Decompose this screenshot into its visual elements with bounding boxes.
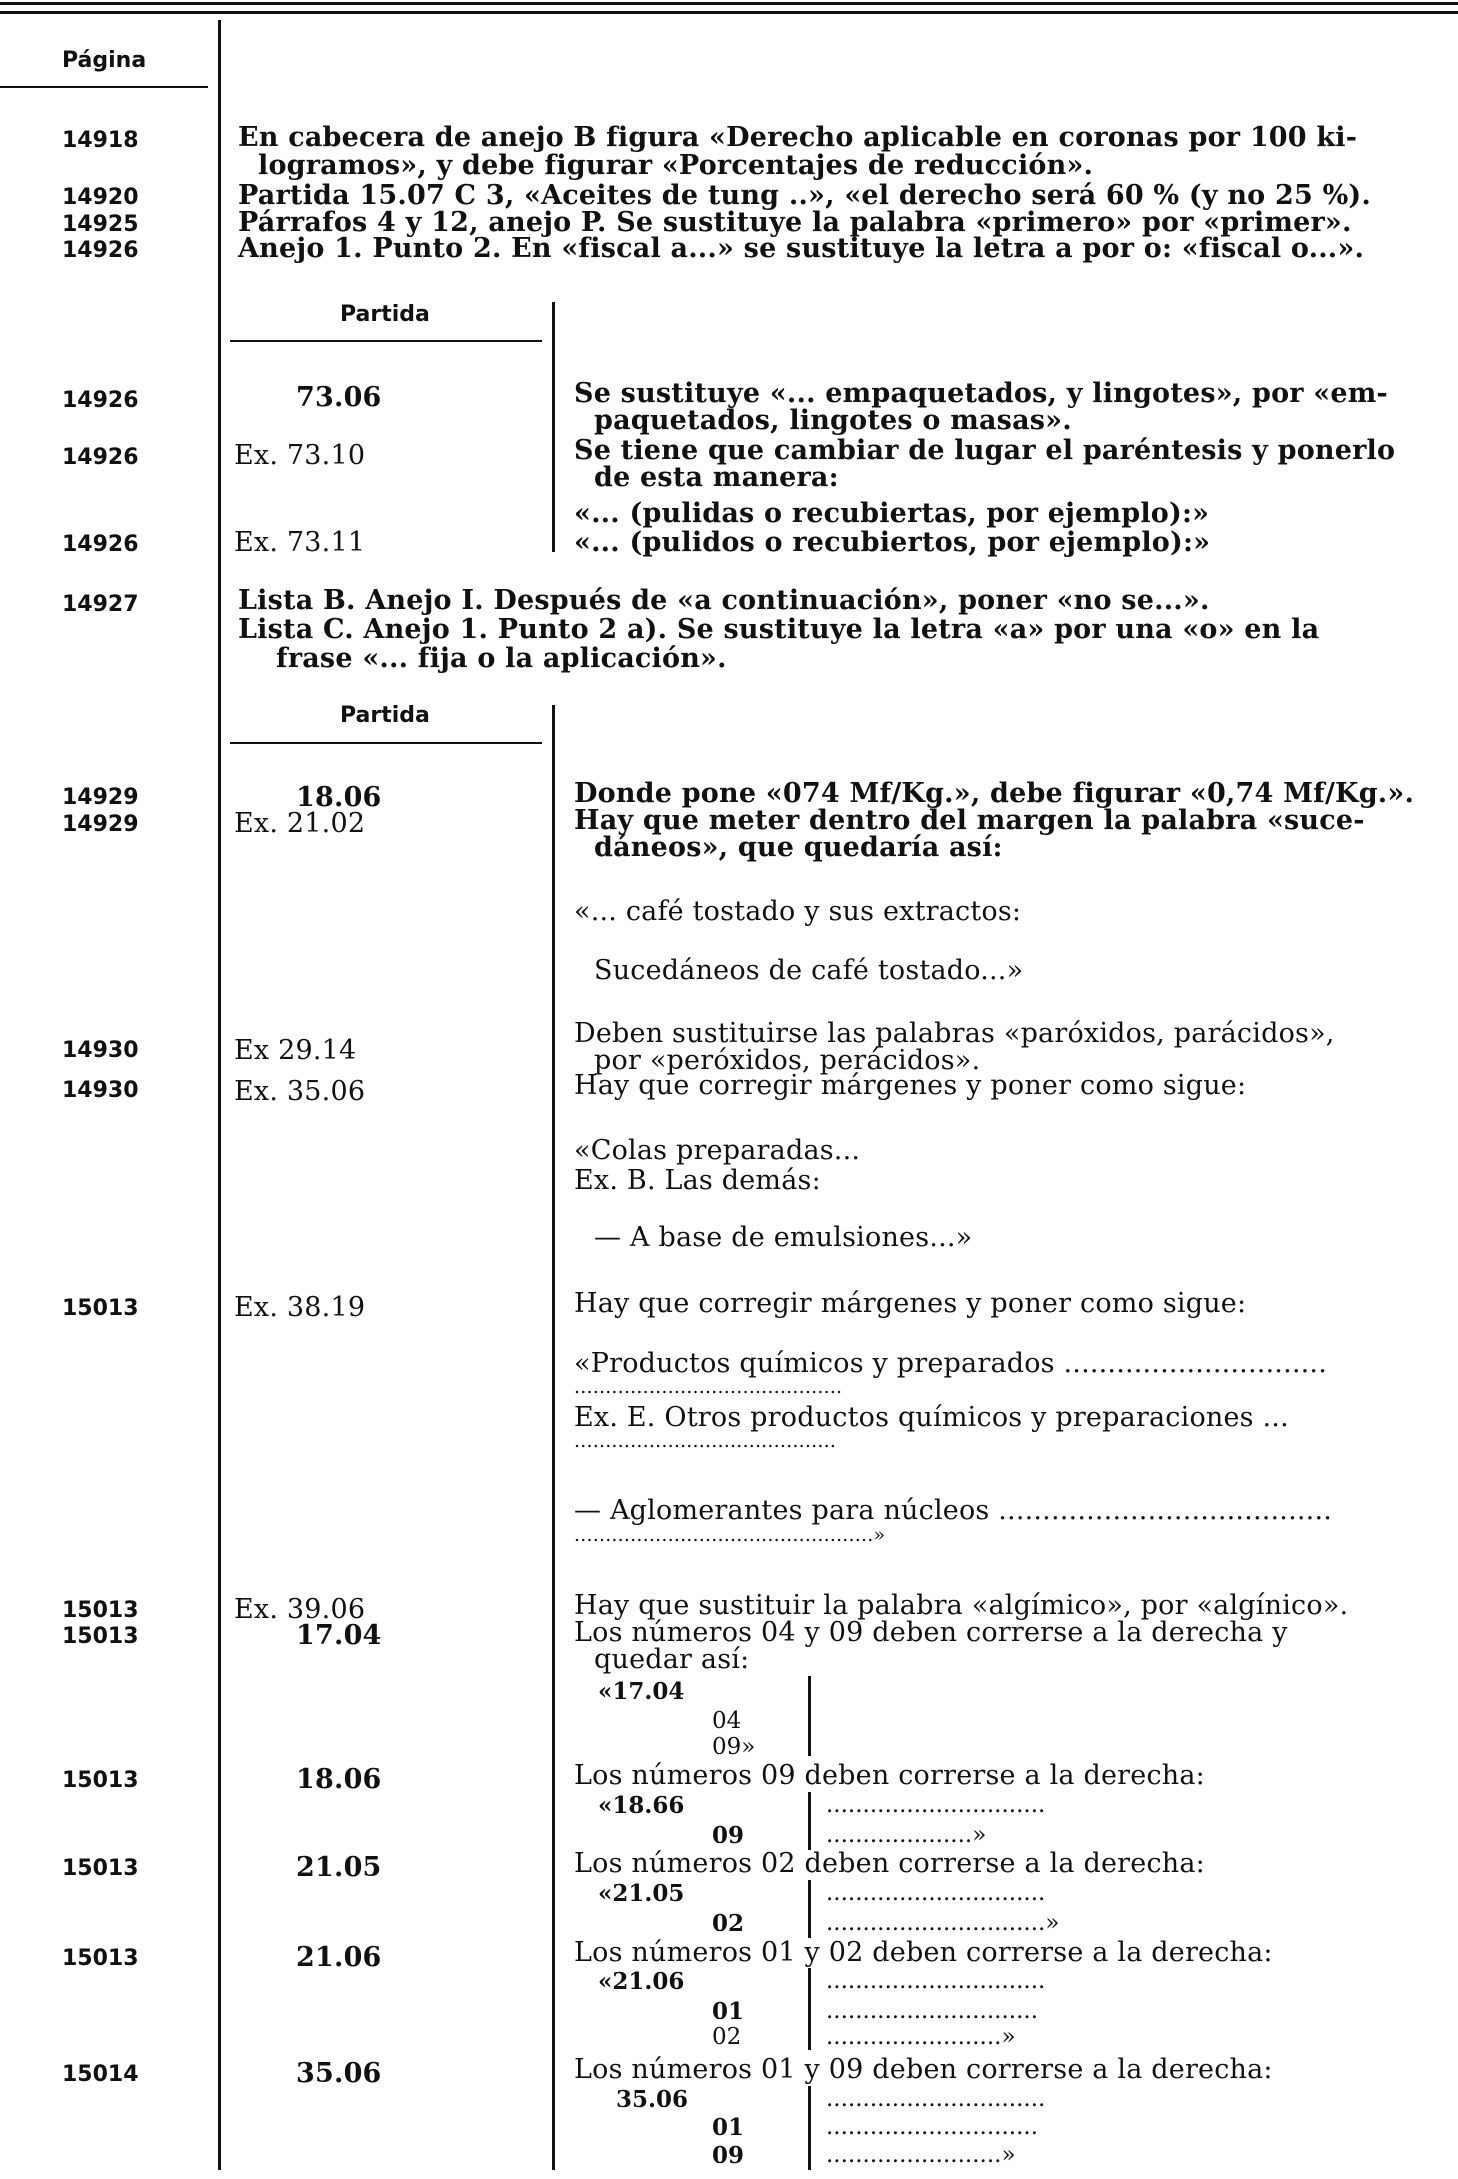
column-header-page: Página: [62, 48, 147, 73]
entry-line: — Aglomerantes para núcleos ......................................: [574, 1495, 1333, 1526]
partida-code: 35.06: [296, 2058, 382, 2089]
table-dots: ........................»: [826, 2024, 1016, 2050]
page-number: 14926: [62, 238, 139, 263]
partida-vertical-rule: [552, 705, 555, 2170]
entry-line: En cabecera de anejo B figura «Derecho aplicable en coronas por 100 ki-: [238, 122, 1358, 153]
entry-line: «... (pulidos o recubiertos, por ejemplo):»: [574, 527, 1211, 558]
table-dots: ........................»: [826, 2142, 1016, 2168]
entry-line: Hay que corregir márgenes y poner como sigue:: [574, 1070, 1247, 1101]
table-dots: .............................: [826, 1998, 1039, 2024]
page-number: 14929: [62, 812, 139, 837]
table-rule: [808, 1792, 811, 1850]
entry-line: «... (pulidas o recubiertas, por ejemplo):»: [574, 498, 1210, 529]
entry-line: paquetados, lingotes o masas».: [594, 405, 1072, 436]
entry-line: Hay que meter dentro del margen la palabra «suce-: [574, 805, 1365, 836]
main-vertical-rule: [218, 20, 221, 2170]
page-number: 15013: [62, 1296, 139, 1321]
table-row: 02: [712, 2024, 742, 2050]
table-rule: [808, 1880, 811, 1938]
entry-line: Párrafos 4 y 12, anejo P. Se sustituye la palabra «primero» por «primer».: [238, 207, 1352, 238]
entry-line: Los números 01 y 02 deben correrse a la derecha:: [574, 1937, 1273, 1968]
entry-line: Sucedáneos de café tostado...»: [594, 955, 1024, 986]
partida-code: 73.06: [296, 382, 382, 413]
partida-vertical-rule: [552, 302, 555, 552]
entry-line: «Colas preparadas...: [574, 1135, 861, 1166]
entry-line: — A base de emulsiones...»: [594, 1222, 973, 1253]
entry-line: frase «... fija o la aplicación».: [276, 643, 727, 674]
page-number: 14920: [62, 185, 139, 210]
page-number: 15014: [62, 2062, 139, 2087]
entry-line: Lista B. Anejo I. Después de «a continuación», poner «no se...».: [238, 585, 1210, 616]
entry-line: Deben sustituirse las palabras «paróxidos, parácidos»,: [574, 1018, 1335, 1049]
entry-line: Hay que sustituir la palabra «algímico», por «algínico».: [574, 1590, 1349, 1621]
entry-line: quedar así:: [594, 1644, 750, 1675]
entry-line: Se tiene que cambiar de lugar el paréntesis y ponerlo: [574, 435, 1396, 466]
entry-line: Los números 09 deben correrse a la derecha:: [574, 1760, 1205, 1791]
partida-code: 21.05: [296, 1852, 382, 1883]
entry-line: Ex. B. Las demás:: [574, 1165, 821, 1196]
entry-line: ................................................»: [574, 1524, 886, 1546]
top-double-rule-2: [0, 11, 1458, 14]
table-dots: ..............................: [826, 1792, 1046, 1818]
table-row: 04: [712, 1708, 742, 1734]
partida-code: 18.06: [296, 782, 382, 813]
entry-line: Se sustituye «... empaquetados, y lingotes», por «em-: [574, 378, 1388, 409]
entry-line: Lista C. Anejo 1. Punto 2 a). Se sustituye la letra «a» por una «o» en la: [238, 614, 1320, 645]
entry-line: ..........................................: [574, 1430, 837, 1452]
entry-line: de esta manera:: [594, 462, 839, 493]
entry-line: Los números 01 y 09 deben correrse a la derecha:: [574, 2054, 1273, 2085]
partida-header: Partida: [340, 703, 430, 728]
entry-line: ...........................................: [574, 1376, 843, 1398]
partida-underline: [230, 742, 542, 744]
table-row: 01: [712, 2114, 745, 2141]
page-number: 14918: [62, 128, 139, 153]
table-dots: ....................»: [826, 1822, 987, 1848]
partida-header: Partida: [340, 302, 430, 327]
page-number: 14925: [62, 212, 139, 237]
entry-line: Hay que corregir márgenes y poner como sigue:: [574, 1288, 1247, 1319]
entry-line: «... café tostado y sus extractos:: [574, 896, 1022, 927]
partida-code: 21.06: [296, 1942, 382, 1973]
table-row: 09: [712, 1822, 745, 1849]
entry-line: por «peróxidos, perácidos».: [594, 1045, 981, 1076]
page-number: 15013: [62, 1946, 139, 1971]
table-rule: [808, 1968, 811, 2050]
table-row: 09: [712, 2142, 745, 2169]
entry-line: Anejo 1. Punto 2. En «fiscal a...» se sustituye la letra a por o: «fiscal o...».: [238, 233, 1365, 264]
partida-underline: [230, 340, 542, 342]
entry-line: Donde pone «074 Mf/Kg.», debe figurar «0,74 Mf/Kg.».: [574, 778, 1415, 809]
table-dots: ..............................: [826, 1880, 1046, 1906]
partida-code: 18.06: [296, 1764, 382, 1795]
table-dots: .............................: [826, 2114, 1039, 2140]
table-head: «18.66: [598, 1792, 685, 1819]
entry-line: dáneos», que quedaría así:: [594, 832, 1003, 863]
page-number: 14930: [62, 1078, 139, 1103]
page-number: 15013: [62, 1624, 139, 1649]
table-head: «17.04: [598, 1678, 685, 1705]
entry-line: Los números 04 y 09 deben correrse a la derecha y: [574, 1617, 1288, 1648]
table-dots: ..............................»: [826, 1910, 1060, 1936]
entry-line: Partida 15.07 C 3, «Aceites de tung ..», «el derecho será 60 % (y no 25 %).: [238, 180, 1371, 211]
page-number: 14926: [62, 445, 139, 470]
page-number: 14927: [62, 592, 139, 617]
partida-code: Ex. 73.11: [234, 527, 366, 558]
partida-code: Ex 29.14: [234, 1035, 357, 1066]
page-number: 15013: [62, 1598, 139, 1623]
table-row: 01: [712, 1998, 745, 2025]
table-head: «21.06: [598, 1968, 685, 1995]
page-number: 14926: [62, 532, 139, 557]
table-rule: [808, 2086, 811, 2170]
table-row: 02: [712, 1910, 745, 1937]
page-number: 14926: [62, 388, 139, 413]
partida-code: Ex. 73.10: [234, 440, 366, 471]
partida-code: 17.04: [296, 1620, 382, 1651]
table-rule: [808, 1676, 811, 1756]
top-double-rule-1: [0, 2, 1458, 5]
page-number: 14930: [62, 1038, 139, 1063]
entry-line: Los números 02 deben correrse a la derecha:: [574, 1848, 1205, 1879]
table-head: «21.05: [598, 1880, 685, 1907]
table-dots: ..............................: [826, 1968, 1046, 1994]
partida-code: Ex. 21.02: [234, 808, 366, 839]
page-number: 14929: [62, 785, 139, 810]
partida-code: Ex. 38.19: [234, 1292, 366, 1323]
entry-line: «Productos químicos y preparados ..............................: [574, 1348, 1327, 1379]
header-underline: [0, 86, 208, 88]
page-number: 15013: [62, 1768, 139, 1793]
partida-code: Ex. 39.06: [234, 1594, 366, 1625]
entry-line: Ex. E. Otros productos químicos y preparaciones ...: [574, 1402, 1289, 1433]
partida-code: Ex. 35.06: [234, 1076, 366, 1107]
entry-line: logramos», y debe figurar «Porcentajes de reducción».: [258, 150, 1094, 181]
table-dots: ..............................: [826, 2086, 1046, 2112]
page-number: 15013: [62, 1856, 139, 1881]
table-head: 35.06: [616, 2086, 689, 2113]
table-row: 09»: [712, 1734, 756, 1760]
